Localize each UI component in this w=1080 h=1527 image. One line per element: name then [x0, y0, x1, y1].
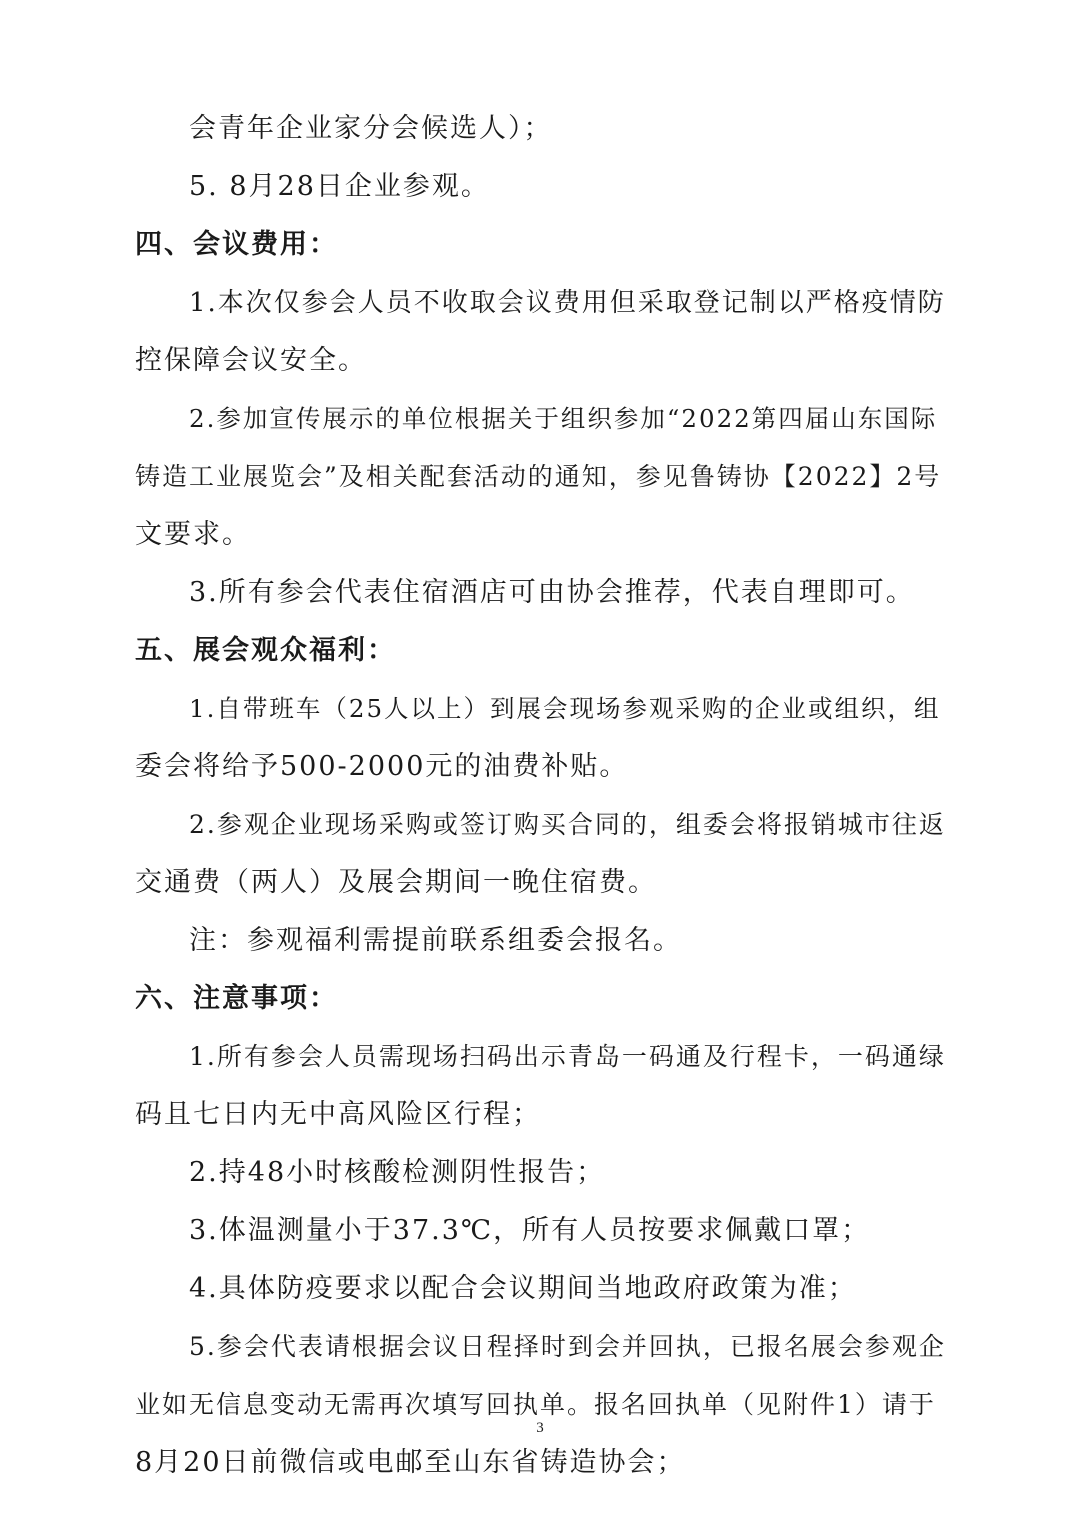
text-line: 2.参加宣传展示的单位根据关于组织参加“2022第四届山东国际	[189, 404, 938, 433]
text-line: 3.所有参会代表住宿酒店可由协会推荐，代表自理即可。	[189, 577, 915, 608]
section-heading: 四、会议费用：	[135, 229, 338, 260]
text-line: 8月20日前微信或电邮至山东省铸造协会；	[135, 1447, 686, 1478]
note-line: 注：参观福利需提前联系组委会报名。	[189, 925, 682, 956]
page-number: 3	[536, 1420, 544, 1436]
document-body	[135, 100, 947, 1492]
text-line: 会青年企业家分会候选人）；	[189, 113, 553, 144]
text-line: 码且七日内无中高风险区行程；	[135, 1099, 541, 1130]
text-line: 委会将给予500-2000元的油费补贴。	[135, 751, 629, 782]
section-heading: 六、注意事项：	[135, 983, 338, 1014]
text-line: 铸造工业展览会”及相关配套活动的通知，参见鲁铸协【2022】2号	[135, 462, 942, 491]
text-line: 文要求。	[135, 519, 251, 550]
text-line: 控保障会议安全。	[135, 345, 367, 376]
text-line: 5. 8月28日企业参观。	[189, 171, 490, 202]
text-line: 1.本次仅参会人员不收取会议费用但采取登记制以严格疫情防	[189, 288, 946, 318]
text-line: 1.自带班车（25人以上）到展会现场参观采购的企业或组织，组	[189, 694, 941, 723]
text-line: 5.参会代表请根据会议日程择时到会并回执，已报名展会参观企	[189, 1332, 946, 1361]
text-line: 业如无信息变动无需再次填写回执单。报名回执单（见附件1）请于	[135, 1390, 936, 1419]
section-heading: 五、展会观众福利：	[135, 635, 396, 666]
text-line: 2.参观企业现场采购或签订购买合同的，组委会将报销城市往返	[189, 810, 946, 839]
text-line: 1.所有参会人员需现场扫码出示青岛一码通及行程卡，一码通绿	[189, 1042, 946, 1071]
text-line: 交通费（两人）及展会期间一晚住宿费。	[135, 867, 657, 898]
text-line: 4.具体防疫要求以配合会议期间当地政府政策为准；	[189, 1273, 857, 1304]
text-line: 2.持48小时核酸检测阴性报告；	[189, 1157, 606, 1188]
text-line: 3.体温测量小于37.3℃，所有人员按要求佩戴口罩；	[189, 1215, 871, 1246]
